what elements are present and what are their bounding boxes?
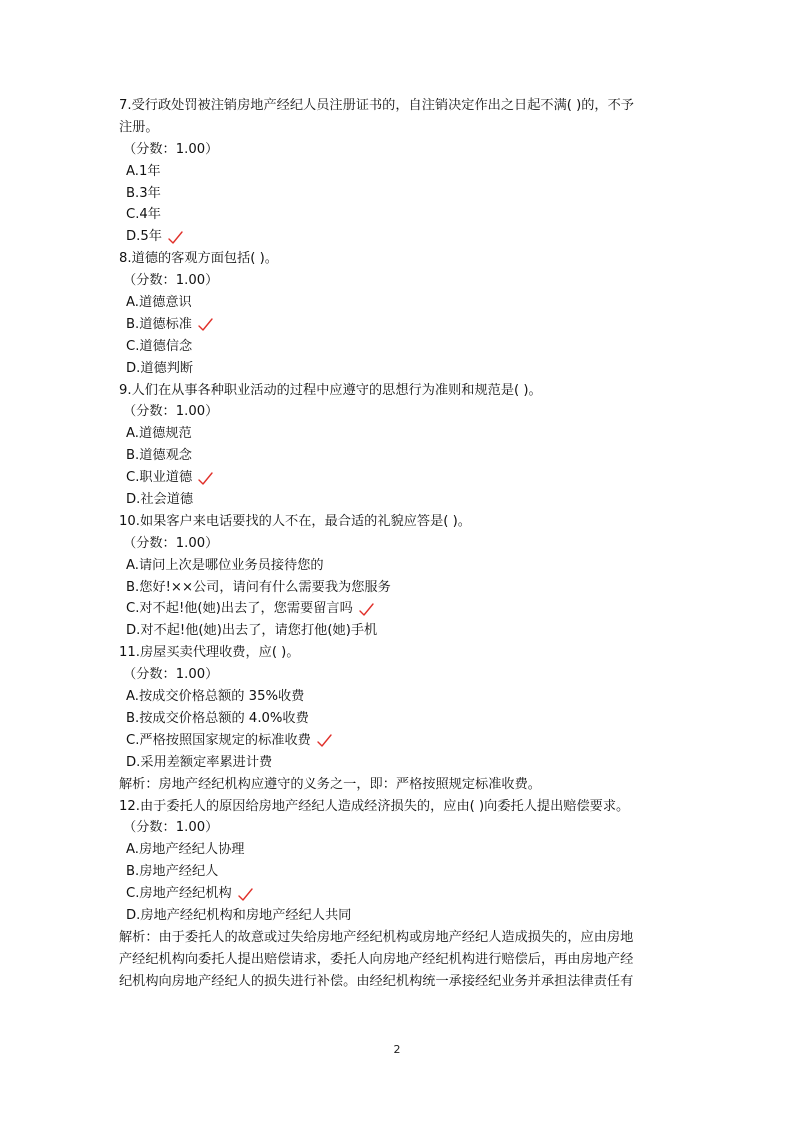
question-score: （分数：1.00） bbox=[123, 535, 219, 551]
answer-option bbox=[119, 358, 679, 380]
answer-option bbox=[119, 620, 679, 642]
answer-option-text: A.请问上次是哪位业务员接待您的 bbox=[126, 557, 324, 573]
answer-option-text: D.对不起!他(她)出去了，请您打他(她)手机 bbox=[126, 623, 378, 639]
answer-option-text: C.对不起!他(她)出去了，您需要留言吗 bbox=[126, 601, 353, 617]
analysis-text: 解析：房地产经纪机构应遵守的义务之一，即：严格按照规定标准收费。 bbox=[119, 776, 541, 792]
answer-option bbox=[119, 204, 679, 226]
answer-option bbox=[119, 161, 679, 183]
question-stem: 12.由于委托人的原因给房地产经纪人造成经济损失的，应由( )向委托人提出赔偿要求。 bbox=[119, 798, 630, 814]
answer-option-text: C.职业道德 bbox=[126, 470, 193, 486]
checkmark-icon bbox=[238, 887, 253, 900]
answer-option-text: D.房地产经纪机构和房地产经纪人共同 bbox=[126, 907, 352, 923]
answer-option bbox=[119, 839, 679, 861]
answer-option-text: B.道德观念 bbox=[126, 448, 192, 464]
answer-option bbox=[119, 686, 679, 708]
answer-option bbox=[119, 445, 679, 467]
answer-option-text: C.房地产经纪机构 bbox=[126, 886, 232, 902]
checkmark-icon bbox=[198, 471, 213, 484]
question-score: （分数：1.00） bbox=[123, 273, 219, 289]
answer-option bbox=[119, 577, 679, 599]
answer-option-text: A.房地产经纪人协理 bbox=[126, 842, 245, 858]
answer-option bbox=[119, 226, 679, 248]
question-score: （分数：1.00） bbox=[123, 404, 219, 420]
answer-option-text: B.3年 bbox=[126, 185, 161, 201]
question-block bbox=[119, 511, 679, 642]
answer-option bbox=[119, 730, 679, 752]
question-block bbox=[119, 248, 679, 379]
answer-option bbox=[119, 905, 679, 927]
checkmark-icon bbox=[317, 733, 332, 746]
question-list bbox=[119, 95, 679, 993]
answer-option-text: A.1年 bbox=[126, 163, 161, 179]
answer-option bbox=[119, 708, 679, 730]
answer-option bbox=[119, 336, 679, 358]
answer-option-text: A.按成交价格总额的 35%收费 bbox=[126, 689, 305, 705]
answer-option bbox=[119, 292, 679, 314]
answer-option bbox=[119, 314, 679, 336]
answer-option bbox=[119, 467, 679, 489]
answer-option-text: B.房地产经纪人 bbox=[126, 864, 219, 880]
answer-option bbox=[119, 752, 679, 774]
answer-option bbox=[119, 598, 679, 620]
question-stem: 11.房屋买卖代理收费，应( )。 bbox=[119, 645, 300, 661]
answer-option-text: D.采用差额定率累进计费 bbox=[126, 754, 273, 770]
question-block bbox=[119, 642, 679, 795]
analysis-text-line: 产经纪机构向委托人提出赔偿请求，委托人向房地产经纪机构进行赔偿后，再由房地产经 bbox=[119, 951, 634, 967]
checkmark-icon bbox=[198, 317, 213, 330]
answer-option-text: B.道德标准 bbox=[126, 316, 192, 332]
answer-option bbox=[119, 183, 679, 205]
answer-option bbox=[119, 423, 679, 445]
answer-option-text: C.严格按照国家规定的标准收费 bbox=[126, 732, 311, 748]
analysis-text-line: 解析：由于委托人的故意或过失给房地产经纪机构或房地产经纪人造成损失的，应由房地 bbox=[119, 929, 634, 945]
answer-option bbox=[119, 861, 679, 883]
answer-option-text: B.您好!××公司，请问有什么需要我为您服务 bbox=[126, 579, 391, 595]
answer-option bbox=[119, 883, 679, 905]
question-score: （分数：1.00） bbox=[123, 667, 219, 683]
question-score: （分数：1.00） bbox=[123, 820, 219, 836]
answer-option-text: D.道德判断 bbox=[126, 360, 194, 376]
question-stem: 9.人们在从事各种职业活动的过程中应遵守的思想行为准则和规范是( )。 bbox=[119, 382, 542, 398]
checkmark-icon bbox=[168, 230, 183, 243]
question-block bbox=[119, 796, 679, 993]
answer-option-text: C.4年 bbox=[126, 207, 161, 223]
question-stem: 8.道德的客观方面包括( )。 bbox=[119, 251, 278, 267]
question-stem: 10.如果客户来电话要找的人不在，最合适的礼貌应答是( )。 bbox=[119, 513, 471, 529]
question-block bbox=[119, 380, 679, 511]
answer-option-text: B.按成交价格总额的 4.0%收费 bbox=[126, 710, 309, 726]
answer-option-text: A.道德意识 bbox=[126, 295, 192, 311]
answer-option-text: C.道德信念 bbox=[126, 338, 193, 354]
question-stem-continued: 注册。 bbox=[119, 119, 159, 135]
question-stem: 7.受行政处罚被注销房地产经纪人员注册证书的，自注销决定作出之日起不满( )的，不予 bbox=[119, 98, 634, 113]
checkmark-icon bbox=[359, 602, 374, 615]
analysis-text-line: 纪机构向房地产经纪人的损失进行补偿。由经纪机构统一承接经纪业务并承担法律责任有 bbox=[119, 973, 634, 989]
answer-option bbox=[119, 489, 679, 511]
answer-option-text: D.社会道德 bbox=[126, 492, 194, 508]
answer-option bbox=[119, 555, 679, 577]
question-block bbox=[119, 95, 679, 248]
question-score: （分数：1.00） bbox=[123, 141, 219, 157]
answer-option-text: A.道德规范 bbox=[126, 426, 192, 442]
page-number: 2 bbox=[393, 1043, 401, 1056]
answer-option-text: D.5年 bbox=[126, 229, 162, 245]
